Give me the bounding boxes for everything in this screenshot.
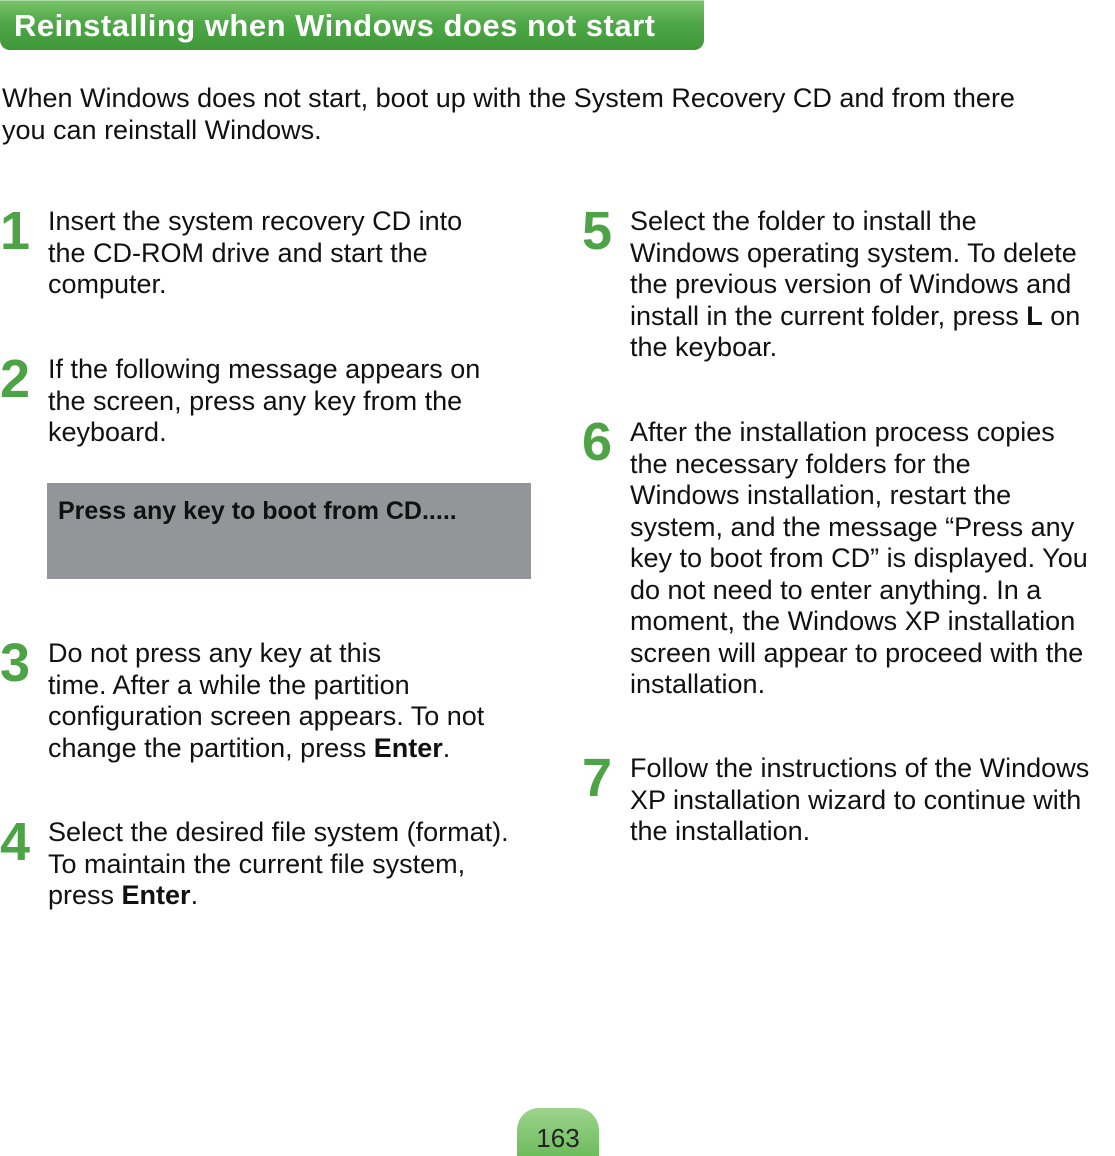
step-6 — [582, 412, 1115, 707]
intro-paragraph — [2, 82, 1102, 146]
step-text — [48, 817, 509, 912]
step-line: Select the desired file system (format). — [48, 817, 509, 847]
boot-message-text: Press any key to boot from CD..... — [58, 497, 457, 525]
step-line: press Enter. — [48, 880, 199, 910]
step-line: installation. — [630, 669, 766, 699]
step-7 — [582, 748, 1115, 853]
step-line: the previous version of Windows and — [630, 269, 1072, 299]
step-line: screen will appear to proceed with the — [630, 637, 1084, 668]
step-number: 6 — [582, 412, 613, 472]
step-line: do not need to enter anything. In a — [630, 574, 1042, 605]
step-line: the keyboar. — [630, 332, 778, 362]
step-line: After the installation process copies — [630, 417, 1055, 447]
step-line: Windows installation, restart the — [630, 480, 1012, 510]
step-line: Do not press any key at this — [48, 638, 382, 668]
step-text — [630, 417, 1088, 701]
step-line: Windows operating system. To delete — [630, 237, 1077, 268]
step-line: change the partition, press Enter. — [48, 732, 451, 763]
step-5 — [582, 201, 1115, 376]
step-number: 7 — [582, 748, 613, 808]
step-text — [48, 206, 462, 301]
step-line: the necessary folders for the — [630, 448, 971, 479]
step-number: 3 — [0, 633, 31, 693]
step-line: To maintain the current file system, — [48, 848, 466, 879]
step-line: XP installation wizard to continue with — [630, 784, 1082, 815]
step-line: the installation. — [630, 816, 811, 846]
step-number: 2 — [0, 349, 31, 409]
step-line: moment, the Windows XP installation — [630, 606, 1076, 636]
step-line: Follow the instructions of the Windows — [630, 753, 1090, 783]
step-line: computer. — [48, 269, 167, 299]
step-line: system, and the message “Press any — [630, 511, 1075, 542]
step-line: Select the folder to install the — [630, 206, 977, 236]
intro-line: When Windows does not start, boot up with the System Recovery CD and from there — [2, 83, 1015, 113]
step-line: the screen, press any key from the — [48, 385, 463, 416]
enter-key-label: Enter — [121, 880, 191, 910]
step-text — [630, 753, 1089, 848]
l-key-label: L — [1026, 300, 1043, 331]
boot-message-box — [47, 483, 531, 579]
step-text — [48, 354, 480, 449]
section-title-bar — [0, 0, 704, 50]
step-number: 4 — [0, 812, 31, 872]
step-2 — [0, 349, 540, 454]
page-number-tab — [517, 1108, 599, 1156]
step-line: time. After a while the partition — [48, 669, 410, 700]
step-number: 5 — [582, 201, 613, 261]
step-text — [48, 638, 484, 764]
step-line: key to boot from CD” is displayed. You — [630, 543, 1088, 573]
step-line: install in the current folder, press L on — [630, 300, 1081, 331]
step-line: If the following message appears on — [48, 354, 481, 384]
step-line: Insert the system recovery CD into — [48, 206, 463, 236]
step-text — [630, 206, 1080, 364]
section-title: Reinstalling when Windows does not start — [14, 8, 656, 43]
enter-key-label: Enter — [373, 732, 443, 763]
step-4 — [0, 812, 545, 917]
intro-line: you can reinstall Windows. — [2, 115, 322, 145]
page-number: 163 — [536, 1123, 580, 1153]
step-line: configuration screen appears. To not — [48, 701, 485, 731]
step-number: 1 — [0, 201, 31, 261]
step-line: the CD-ROM drive and start the — [48, 237, 428, 268]
step-1 — [0, 201, 540, 306]
step-line: keyboard. — [48, 417, 167, 447]
step-3 — [0, 633, 540, 768]
